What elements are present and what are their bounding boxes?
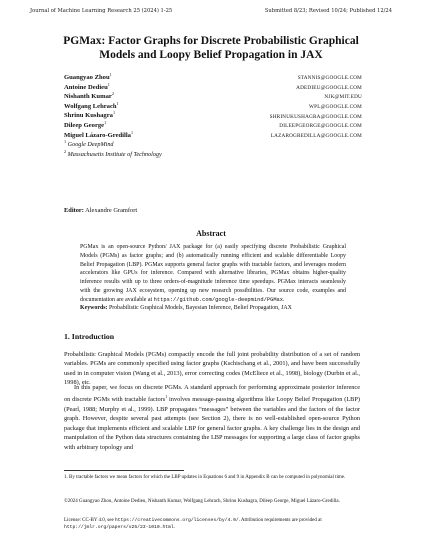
running-header [30,8,392,14]
footnote: 1. By tractable factors we mean factors for which the LBP updates in Equations 6 and 9 in Appendix B can be computed in polynomial time. [64,475,346,480]
author-email: ADEDIEU@GOOGLE.COM [296,84,362,91]
license-link[interactable]: https://creativecommons.org/licenses/by/4.0/ [114,518,239,523]
keywords-label: Keywords: [80,305,108,311]
paper-link[interactable]: http://jmlr.org/papers/v25/23-1010.html [64,525,174,531]
author-row [64,130,362,140]
author-row [64,72,362,82]
footnote-rule [64,470,184,471]
author-name: Dileep George$^1$ [64,119,107,130]
author-email: WPL@GOOGLE.COM [309,103,362,110]
author-email: LAZAROGREDILLA@GOOGLE.COM [270,132,362,139]
affiliation: $^2$ Massachusetts Institute of Technology [64,148,162,158]
author-email: SHRINUKUSHAGRA@GOOGLE.COM [269,113,362,120]
copyright-notice: ©2024 Guangyao Zhou, Antoine Dedieu, Nishanth Kumar, Wolfgang Lehrach, Shrinu Kushagra, Dileep George, Miguel Lázaro-Gredilla. [64,499,340,504]
abstract-heading: Abstract [196,229,226,238]
author-name: Miguel Lázaro-Gredilla$^1$ [64,129,134,139]
source-code-link[interactable]: https://github.com/google-deepmind/PGMax [153,296,284,303]
author-email: DILEEPGEORGE@GOOGLE.COM [279,123,362,130]
editor-line [64,207,137,214]
author-name: Shrinu Kushagra$^1$ [64,110,116,120]
journal-info: Journal of Machine Learning Research 25 (2024) 1-25 [30,8,173,14]
author-name: Nishanth Kumar$^2$ [64,91,114,101]
author-row [64,91,362,101]
author-name: Guangyao Zhou$^1$ [64,72,112,82]
editor-name: Alexandre Gramfort [85,207,138,214]
author-email: NJK@MIT.EDU [324,94,362,101]
author-row [64,101,362,111]
keywords-line [80,305,350,311]
section-heading: 1. Introduction [64,332,115,341]
editor-label: Editor: [64,207,84,214]
license-notice: License: CC-BY 4.0, see https://creativecommons.org/licenses/by/4.0/. Attribution requirements are provided at http://jmlr.org/papers/v25/23-1010.html. [64,518,322,531]
author-email: STANNIS@GOOGLE.COM [297,75,362,82]
affiliation: $^1$ Google DeepMind [64,139,114,149]
intro-paragraph: Probabilistic Graphical Models (PGMs) compactly encode the full joint probability distribution of a set of random variables. PGMs are commonly specified using factor graphs (Kschischang et al., 2001), and have been successfully used in in computer vision (Wang et al., 2013), error correcting codes (McEliece et al., 1998), biology (Durbin et al., 1998), etc. [64,351,360,387]
author-name: Wolfgang Lehrach$^1$ [64,100,119,110]
submission-dates: Submitted 8/23; Revised 10/24; Published 12/24 [264,8,392,14]
author-row [64,110,362,120]
author-name: Antoine Dedieu$^1$ [64,81,110,91]
footnote-marker[interactable]: 1 [165,394,168,400]
intro-paragraph: In this paper, we focus on discrete PGMs. A standard approach for performing approximate posterior inference on discrete PGMs with tractable factors$^1$ involves message-passing algorithms like Loopy Belief Propagation (LBP) (Pearl, 1988; Murphy et al., 1999). LBP propagates “messages” between the variables and the factors of the factor graph. However, despite several past attempts (see Section 2), there is no well-established open-source Python package that implements efficient and scalable LBP for general factor graphs. A key challenge lies in the design and manipulation of the Python data structures containing the LBP messages for supporting a large class of factor graphs with arbitrary topology and [64,384,360,451]
abstract-text: PGMax is an open-source Python/ JAX package for (a) easily specifying discrete Probabilistic Graphical Models (PGMs) as factor graphs; and (b) automatically running efficient and scalable differentiable Loopy Belief Propagation (LBP). PGMax supports general factor graphs with tractable factors, and leverages modern accelerators like GPUs for inference. Compared with alternative libraries, PGMax obtains higher-quality inference results with up to three orders-of-magnitude inference time speedups. PGMax interacts seamlessly with the growing JAX ecosystem, opening up new research possibilities. Our source code, examples and documentation are available at https://github.com/google-deepmind/PGMax. [80,244,346,303]
author-row [64,120,362,130]
paper-title: PGMax: Factor Graphs for Discrete Probabilistic Graphical Models and Loopy Belief Propagation in JAX [63,35,359,61]
keywords-text: Probabilistic Graphical Models, Bayesian Inference, Belief Propagation, JAX [108,305,292,311]
author-block [64,72,362,158]
author-row [64,82,362,92]
